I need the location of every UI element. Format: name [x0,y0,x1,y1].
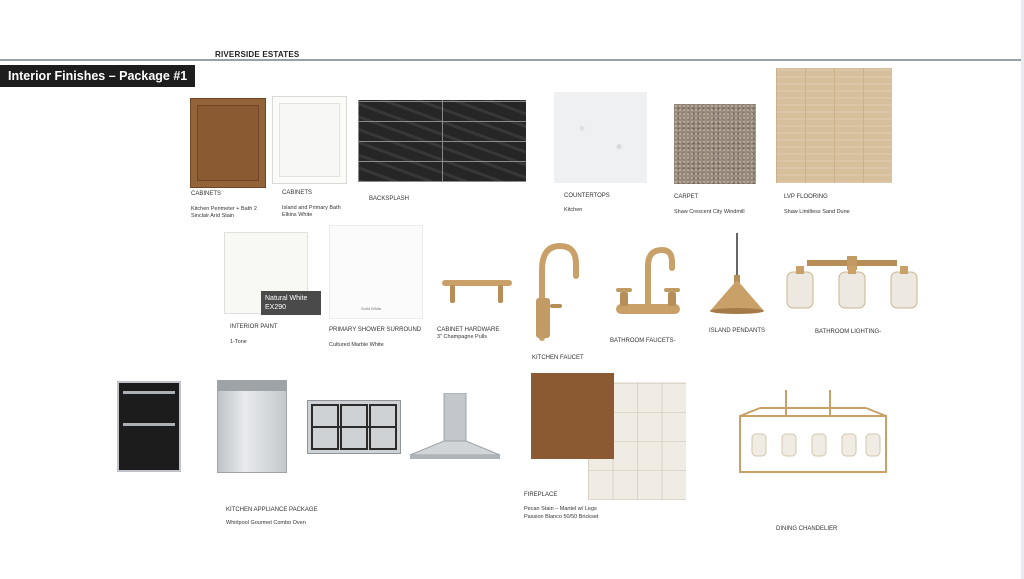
paint-color-name: Natural White [265,295,308,302]
paint-label: INTERIOR PAINT [230,324,278,330]
lvp-desc: Shaw Limitless Sand Dune [784,209,850,215]
burner-grates-icon [308,401,400,453]
mantel-stain-swatch [531,373,614,459]
bath-faucet-icon [612,242,684,324]
cabinets-desc-1: Island and Primary Bath [282,205,341,211]
cabinet-brown-swatch [190,98,266,188]
pendants-label: ISLAND PENDANTS [709,328,766,334]
dishwasher-swatch [217,380,287,473]
chandelier-label: DINING CHANDELIER [776,526,838,532]
appliance-desc: Whirlpool Gourmet Combo Oven [226,520,306,526]
cabinets-desc-2: Elkins White [282,212,313,218]
project-name: RIVERSIDE ESTATES [215,50,300,59]
range-hood-icon [408,393,502,460]
surround-desc: Cultured Marble White [329,342,384,348]
bath-lighting-label: BATHROOM LIGHTING- [815,329,882,335]
bath-faucets-label: BATHROOM FAUCETS- [610,338,676,344]
surround-swatch-text: Solid White [361,306,382,311]
paint-color-code: EX290 [265,304,287,311]
bath-light-icon [785,256,919,312]
fireplace-desc-1: Pecan Stain – Mantel w/ Legs [524,506,597,512]
countertops-label: COUNTERTOPS [564,193,610,199]
hardware-desc: 3" Champagne Pulls [437,334,487,340]
cabinets-label: CABINETS [282,190,313,196]
cabinets-desc-1: Kitchen Perimeter + Bath 2 [191,206,257,212]
lvp-label: LVP FLOORING [784,194,828,200]
cabinet-pull-icon [440,275,514,305]
package-banner: Interior Finishes – Package #1 [0,65,195,87]
backsplash-label: BACKSPLASH [369,196,410,202]
hardware-label: CABINET HARDWARE [437,327,500,333]
pendant-light-icon [706,233,768,317]
shower-surround-swatch [329,225,423,319]
cabinets-label: CABINETS [191,191,222,197]
kitchen-faucet-icon [528,242,582,342]
cabinets-desc-2: Sinclair Arid Stain [191,213,235,219]
surround-label: PRIMARY SHOWER SURROUND [329,327,422,333]
paint-desc: 1-Tone [230,339,247,345]
chandelier-icon [734,390,892,480]
carpet-label: CARPET [674,194,699,200]
wall-oven-swatch [117,381,181,472]
faucet-label: KITCHEN FAUCET [532,355,584,361]
countertops-desc: Kitchen [564,207,583,213]
cooktop-swatch [307,400,401,454]
fireplace-label: FIREPLACE [524,492,558,498]
header-rule [0,59,1022,61]
lvp-swatch [776,68,892,183]
carpet-swatch [674,104,756,184]
paint-color-tag [261,291,321,315]
fireplace-desc-2: Passion Blanco 50/50 Brickset [524,514,599,520]
appliance-label: KITCHEN APPLIANCE PACKAGE [226,507,318,513]
carpet-desc: Shaw Crescent City Windmill [674,209,745,215]
countertop-swatch [554,92,647,183]
backsplash-swatch [358,100,526,182]
cabinet-white-swatch [272,96,347,184]
